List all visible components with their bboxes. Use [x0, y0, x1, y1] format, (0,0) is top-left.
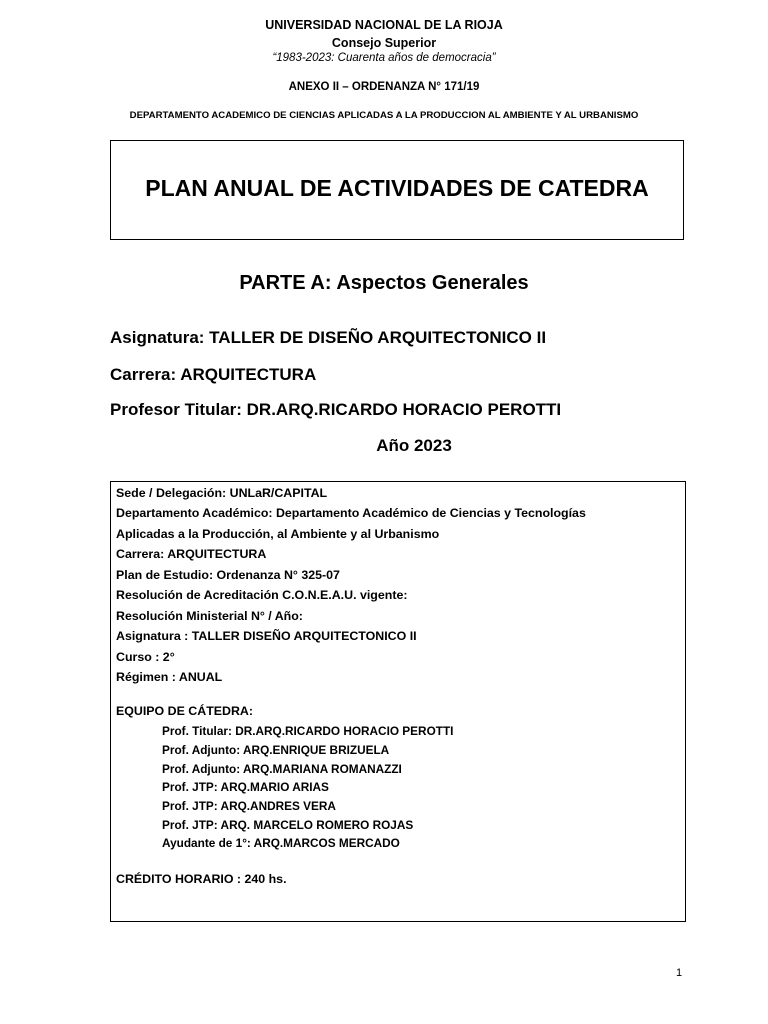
title-box — [110, 140, 684, 240]
team-member: Prof. Titular: DR.ARQ.RICARDO HORACIO PEROTTI — [162, 724, 454, 738]
department-name: DEPARTAMENTO ACADEMICO DE CIENCIAS APLICADAS A LA PRODUCCION AL AMBIENTE Y AL URBANISMO — [129, 110, 639, 121]
document-title: PLAN ANUAL DE ACTIVIDADES DE CATEDRA — [145, 175, 649, 201]
info-line-plan: Plan de Estudio: Ordenanza N° 325-07 — [116, 568, 340, 582]
team-member: Ayudante de 1°: ARQ.MARCOS MERCADO — [162, 836, 400, 850]
info-box — [110, 481, 686, 922]
info-line-asignatura: Asignatura : TALLER DISEÑO ARQUITECTONICO II — [116, 629, 417, 643]
motto: “1983-2023: Cuarenta años de democracia” — [272, 52, 496, 64]
info-line-carrera: Carrera: ARQUITECTURA — [116, 547, 267, 561]
team-member: Prof. JTP: ARQ.ANDRES VERA — [162, 799, 336, 813]
info-line-acreditacion: Resolución de Acreditación C.O.N.E.A.U. vigente: — [116, 588, 408, 602]
professor-line: Profesor Titular: DR.ARQ.RICARDO HORACIO PEROTTI — [110, 400, 562, 419]
info-line-sede: Sede / Delegación: UNLaR/CAPITAL — [116, 486, 328, 500]
team-member: Prof. Adjunto: ARQ.ENRIQUE BRIZUELA — [162, 743, 390, 757]
career-line: Carrera: ARQUITECTURA — [110, 365, 317, 384]
university-name: UNIVERSIDAD NACIONAL DE LA RIOJA — [265, 18, 503, 32]
info-line-departamento: Departamento Académico: Departamento Académico de Ciencias y Tecnologías — [116, 506, 586, 520]
subject-line: Asignatura: TALLER DE DISEÑO ARQUITECTONICO II — [110, 328, 547, 347]
team-member: Prof. JTP: ARQ. MARCELO ROMERO ROJAS — [162, 818, 414, 832]
team-member: Prof. Adjunto: ARQ.MARIANA ROMANAZZI — [162, 762, 402, 776]
team-heading: EQUIPO DE CÁTEDRA: — [116, 704, 253, 718]
team-member: Prof. JTP: ARQ.MARIO ARIAS — [162, 780, 329, 794]
credit-hours: CRÉDITO HORARIO : 240 hs. — [116, 872, 287, 886]
info-line-departamento-cont: Aplicadas a la Producción, al Ambiente y al Urbanismo — [116, 527, 440, 541]
page-number: 1 — [676, 967, 683, 979]
year-line: Año 2023 — [376, 436, 452, 455]
council-name: Consejo Superior — [331, 36, 437, 50]
info-line-curso: Curso : 2° — [116, 650, 175, 664]
annex-reference: ANEXO II – ORDENANZA N° 171/19 — [288, 81, 480, 93]
part-a-heading: PARTE A: Aspectos Generales — [239, 272, 529, 294]
info-line-resolucion: Resolución Ministerial N° / Año: — [116, 609, 303, 623]
info-line-regimen: Régimen : ANUAL — [116, 670, 223, 684]
